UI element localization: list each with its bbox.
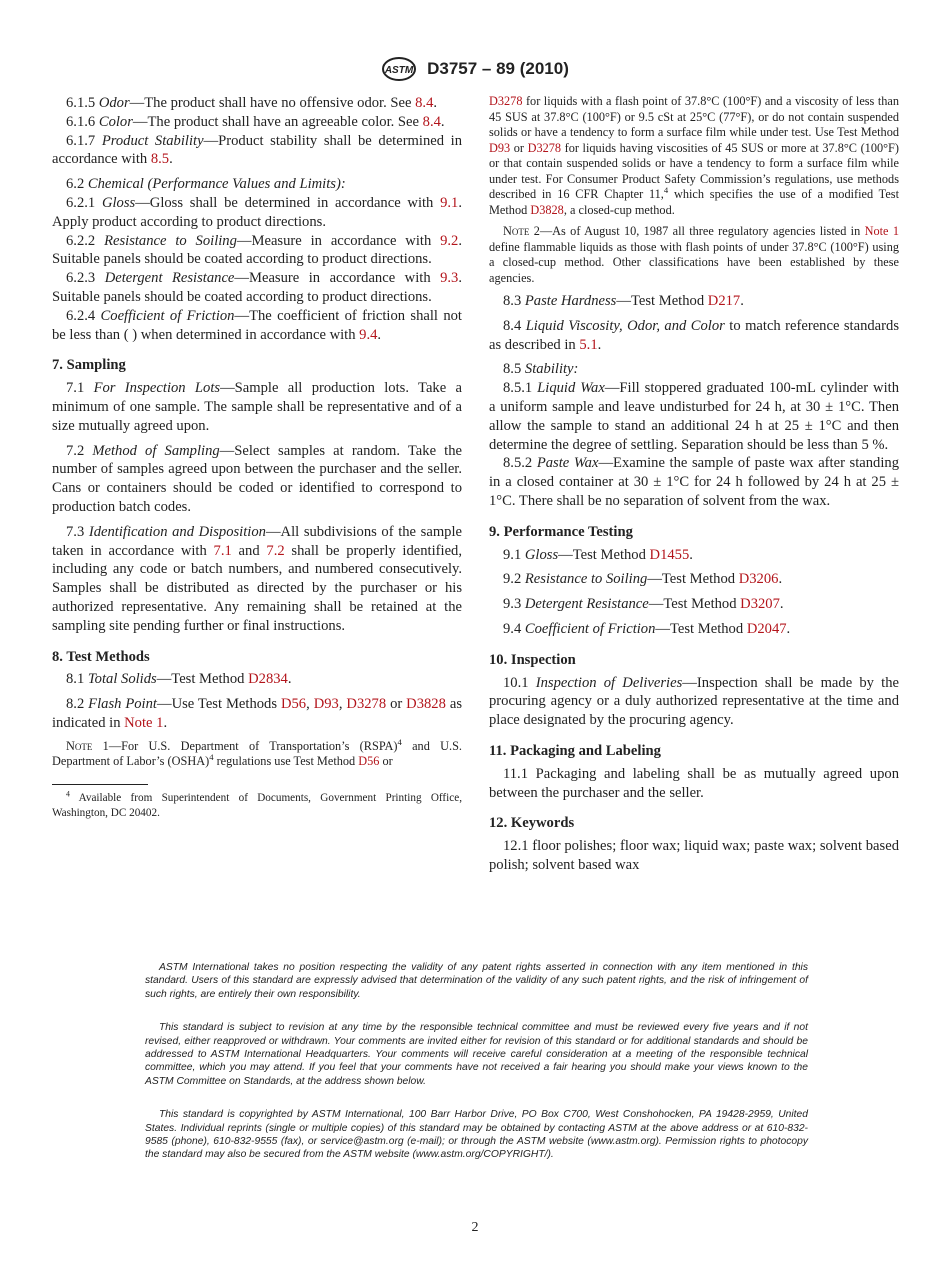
cross-reference-link[interactable]: D3207 — [740, 596, 780, 613]
text-run: —Measure in accordance with — [234, 270, 441, 287]
paragraph — [489, 674, 899, 730]
text-run: 6.2.1 — [66, 194, 102, 211]
cross-reference-link[interactable]: 9.4 — [359, 326, 378, 343]
text-run: Detergent Resistance — [524, 596, 649, 613]
paragraph — [489, 454, 899, 510]
text-run: or — [379, 754, 393, 769]
text-run: . — [597, 336, 602, 353]
text-run: 8.5.1 — [503, 380, 538, 397]
text-run: Color — [98, 113, 133, 130]
text-run: as indicated in — [52, 696, 462, 731]
footnote-marker: 4 — [663, 184, 669, 195]
cross-reference-link[interactable]: D93 — [489, 140, 511, 155]
page-header — [0, 56, 950, 82]
right-column — [489, 94, 899, 875]
paragraph — [52, 379, 462, 435]
paragraph — [52, 132, 462, 170]
paragraph — [489, 765, 899, 803]
text-run: —Product stability shall be determined in accordance with — [52, 132, 463, 168]
text-run: 7.2 — [66, 442, 93, 459]
text-run: , a closed-cup method. — [563, 202, 675, 217]
text-run: Odor — [98, 95, 130, 111]
text-run: —All subdivisions of the sample taken in accordance with — [52, 523, 462, 559]
text-run: 6.1.7 — [66, 132, 102, 149]
section-heading — [489, 742, 899, 761]
text-run: . — [778, 571, 783, 588]
paragraph — [52, 113, 462, 132]
text-run: 6.2.4 — [66, 307, 101, 324]
text-run: Stability: — [524, 361, 579, 378]
cross-reference-link[interactable]: 7.1 — [213, 542, 232, 559]
text-run: —Test Method — [156, 671, 249, 688]
text-run: Product Stability — [101, 132, 204, 149]
text-run: . — [377, 326, 382, 343]
text-run: Liquid Viscosity, Odor, and Color — [525, 317, 725, 334]
text-run: Resistance to Soiling — [104, 232, 237, 249]
cross-reference-link[interactable]: 5.1 — [579, 336, 598, 353]
text-run: Resistance to Soiling — [524, 571, 648, 588]
text-run: 9.3 — [503, 596, 525, 613]
text-run: —Select samples at random. Take the number of samples agreed upon between the purchaser and the seller. Cans or containers should be coded or identified to correspond to production batch codes. — [52, 442, 462, 515]
paragraph — [52, 232, 462, 270]
footnote-marker: 4 — [66, 788, 70, 798]
cross-reference-link[interactable]: D1455 — [649, 546, 690, 563]
footnote-marker: 4 — [397, 736, 402, 747]
paragraph — [489, 317, 899, 355]
text-run: —Inspection shall be made by the procuring agency or a duly authorized representative at the time and place designated by the procuring agency. — [489, 674, 899, 729]
text-run: 8.5 — [503, 361, 525, 378]
note-paragraph — [52, 736, 462, 770]
text-run: Note — [503, 224, 530, 238]
text-run: Paste Hardness — [524, 293, 617, 309]
text-run: , — [338, 696, 347, 713]
text-run: Paste Wax — [536, 455, 599, 472]
text-run: . — [689, 546, 693, 563]
footnote-marker: 4 — [209, 752, 214, 763]
text-run: to match reference standards as described in — [489, 317, 899, 353]
paragraph — [489, 595, 899, 614]
text-run: 11.1 Packaging and labeling shall be as mutually agreed upon between the purchaser and the seller. — [489, 765, 899, 801]
text-run: —Test Method — [648, 596, 741, 613]
cross-reference-link[interactable]: 8.4 — [415, 95, 434, 111]
section-heading — [489, 814, 899, 833]
cross-reference-link[interactable]: Note 1 — [124, 714, 164, 731]
paragraph — [489, 292, 899, 311]
text-run: 12. Keywords — [489, 815, 575, 832]
text-run: Gloss — [101, 194, 136, 211]
svg-text:ASTM: ASTM — [384, 65, 414, 76]
paragraph — [52, 194, 462, 232]
text-run: 8.1 — [66, 671, 88, 688]
patent-notice: ASTM International takes no position respecting the validity of any patent rights asserted in connection with any item mentioned in this standard. Users of this standard are expressly advised that determination of the validity of any such patent rights, and the risk of infringement of such rights, are entirely their own responsibility. — [145, 962, 808, 1000]
cross-reference-link[interactable]: 9.2 — [440, 232, 459, 249]
cross-reference-link[interactable]: D93 — [313, 696, 339, 713]
paragraph — [489, 360, 899, 379]
text-run: 7. Sampling — [52, 357, 126, 374]
cross-reference-link[interactable]: 7.2 — [266, 542, 285, 559]
text-run: . — [740, 293, 744, 309]
text-run: —The coefficient of friction shall not be less than ( ) when determined in accordance with — [52, 307, 462, 343]
text-run: , — [306, 696, 314, 713]
text-run: which specifies the use of a modified Test Method — [489, 187, 899, 217]
text-run: Method of Sampling — [92, 442, 220, 459]
text-run: Identification and Disposition — [88, 523, 266, 540]
text-run: Total Solids — [87, 671, 157, 688]
text-run: 2—As of August 10, 1987 all three regulatory agencies listed in — [529, 224, 865, 238]
text-run: and — [231, 542, 267, 559]
text-run: 6.2.2 — [66, 232, 105, 249]
left-column — [52, 94, 462, 821]
text-run: 11. Packaging and Labeling — [489, 742, 661, 759]
copyright-notice: This standard is copyrighted by ASTM International, 100 Barr Harbor Drive, PO Box C700, West Conshohocken, PA 19428-2959, United States. Individual reprints (single or multiple copies) of this standard may be obtained by contacting ASTM at the above address or at 610-832-9585 (phone), 610-832-9555 (fax), or service@astm.org (e-mail); or through the ASTM website (www.astm.org). Permission rights to photocopy the standard may also be secured from the ASTM website (www.astm.org/COPYRIGHT/). — [145, 1109, 808, 1161]
cross-reference-link[interactable]: D2047 — [746, 620, 787, 637]
footer-notice — [145, 961, 808, 1182]
cross-reference-link[interactable]: D56 — [358, 754, 380, 769]
text-run: Note — [66, 738, 93, 753]
text-run: shall be properly identified, including any code or batch numbers, and numbered consecutively. Samples shall be distributed as directed by the purchaser or his authorized representative. Any remaining shall be retained at the sampling site pending further or final instructions. — [52, 542, 463, 634]
text-run: 9.2 — [503, 571, 525, 588]
note-paragraph — [489, 224, 899, 286]
paragraph — [52, 695, 462, 733]
text-run: Flash Point — [88, 696, 157, 713]
paragraph — [52, 175, 462, 194]
text-run: or — [386, 696, 407, 713]
text-run: —Test Method — [558, 546, 650, 563]
text-run: . — [440, 113, 445, 130]
text-run: 7.1 — [66, 380, 94, 397]
text-run: 8.3 — [503, 293, 525, 309]
paragraph — [52, 523, 462, 636]
paragraph — [489, 837, 899, 875]
note-paragraph — [489, 94, 899, 218]
paragraph — [489, 379, 899, 454]
astm-logo-icon — [381, 56, 417, 82]
text-run: —Measure in accordance with — [236, 232, 441, 249]
text-run: 9.1 — [503, 546, 525, 563]
cross-reference-link[interactable]: 9.1 — [440, 194, 459, 211]
text-run: —Test Method — [616, 293, 708, 309]
text-run: Coefficient of Friction — [524, 620, 656, 637]
cross-reference-link[interactable]: D3278 — [346, 696, 387, 713]
cross-reference-link[interactable]: D3278 — [527, 140, 562, 155]
cross-reference-link[interactable]: D3828 — [406, 696, 446, 713]
text-run: for liquids with a flash point of 37.8°C (100°F) and a viscosity of less than 45 SUS at 37.8°C (100°F) or 9.5 cSt at 25°C (77°F), or do not contain suspended solids or have a tendency to form a surface film while under test. Use Test Method — [489, 94, 899, 139]
page-number: 2 — [471, 1220, 479, 1235]
text-run: Gloss — [524, 546, 559, 563]
footnote-divider — [52, 784, 148, 785]
text-run: . Suitable panels should be coated according to product directions. — [52, 232, 463, 268]
standard-designation: D3757 – 89 (2010) — [427, 59, 569, 78]
text-run: 1—For U.S. Department of Transportation’s (RSPA) — [92, 738, 398, 753]
text-run: Inspection of Deliveries — [535, 674, 683, 691]
text-run: —Fill stoppered graduated 100-mL cylinder with a uniform sample and leave undisturbed for 24 h, at 30 ± 1°C. Then allow the sample to stand an additional 24 h at 25 ± 1°C and then determine the degree of settling. Separation should be less than 5 %. — [489, 380, 900, 453]
text-run: . — [163, 714, 168, 731]
text-run: define flammable liquids as those with flash points of under 37.8°C (100°F) using a closed-cup method. Other classifications have been established by these agencies. — [489, 239, 899, 285]
text-run: 10.1 — [503, 674, 536, 691]
text-run: 8.5.2 — [503, 455, 537, 472]
text-run: . Apply product according to product directions. — [52, 194, 462, 230]
paragraph — [52, 269, 462, 307]
text-run: . — [169, 151, 173, 168]
text-run: —Sample all production lots. Take a minimum of one sample. The sample shall be representative and of a size mutually agreed upon. — [52, 380, 462, 434]
text-run: —Test Method — [647, 571, 739, 588]
text-run: 6.2.3 — [66, 270, 105, 287]
text-run: . Suitable panels should be coated according to product directions. — [52, 270, 463, 305]
text-run: 6.2 — [66, 176, 88, 193]
text-run: —The product shall have an agreeable color. See — [132, 113, 423, 130]
section-heading — [489, 651, 899, 670]
paragraph — [489, 570, 899, 589]
cross-reference-link[interactable]: 8.4 — [422, 113, 441, 130]
paragraph — [52, 307, 462, 345]
cross-reference-link[interactable]: D3206 — [738, 571, 779, 588]
cross-reference-link[interactable]: D56 — [280, 696, 307, 713]
text-run: 10. Inspection — [489, 651, 576, 668]
text-run: 6.1.6 — [66, 113, 99, 130]
text-run: 8.4 — [503, 317, 526, 334]
revision-notice: This standard is subject to revision at any time by the responsible technical committee and must be reviewed every five years and if not revised, either reapproved or withdrawn. Your comments are invited either for revision of this standard or for additional standards and should be addressed to ASTM International Headquarters. Your comments will receive careful consideration at a meeting of the responsible technical committee, which you may attend. If you feel that your comments have not received a fair hearing you should make your views known to the ASTM Committee on Standards, at the address shown below. — [145, 1022, 808, 1087]
text-run: 8. Test Methods — [52, 648, 150, 665]
cross-reference-link[interactable]: 9.3 — [440, 270, 459, 287]
text-run: For Inspection Lots — [93, 380, 221, 397]
text-run: Available from Superintendent of Documents, Government Printing Office, Washington, DC 20402. — [52, 791, 462, 819]
text-run: 9. Performance Testing — [489, 523, 633, 540]
text-run: Chemical (Performance Values and Limits): — [87, 176, 346, 193]
text-run: . — [786, 620, 791, 637]
text-run: —Examine the sample of paste wax after standing in a closed container at 30 ± 1°C for 24 h followed by 24 h at 25 ± 1°C. There shall be no separation of solvent from the wax. — [489, 455, 900, 509]
cross-reference-link[interactable]: Note 1 — [864, 224, 899, 238]
cross-reference-link[interactable]: D2834 — [248, 671, 288, 688]
section-heading — [489, 523, 899, 542]
text-run: —Test Method — [655, 620, 747, 637]
footnote — [52, 788, 462, 821]
text-run: Detergent Resistance — [104, 270, 235, 287]
text-run: Coefficient of Friction — [100, 307, 235, 324]
paragraph — [489, 546, 899, 565]
text-run: 12.1 floor polishes; floor wax; liquid wax; paste wax; solvent based polish; solvent based wax — [489, 838, 899, 873]
text-run: 9.4 — [503, 620, 525, 637]
text-run: —Use Test Methods — [156, 696, 281, 713]
text-run: 6.1.5 — [66, 95, 99, 111]
paragraph — [52, 442, 462, 517]
text-run: —The product shall have no offensive odor. See — [129, 95, 416, 111]
text-run: . — [779, 596, 784, 613]
text-run: . — [433, 95, 438, 111]
text-run: regulations use Test Method — [213, 754, 359, 769]
cross-reference-link[interactable]: D217 — [707, 293, 741, 309]
text-run: Liquid Wax — [537, 380, 605, 397]
text-run: 7.3 — [66, 523, 89, 540]
text-run: —Gloss shall be determined in accordance with — [135, 194, 441, 211]
cross-reference-link[interactable]: 8.5 — [150, 151, 170, 168]
section-heading — [52, 356, 462, 375]
text-run: . — [287, 671, 292, 688]
text-run: or — [510, 140, 528, 155]
cross-reference-link[interactable]: D3828 — [530, 202, 564, 217]
paragraph — [489, 620, 899, 639]
paragraph — [52, 670, 462, 689]
text-run: and U.S. Department of Labor’s (OSHA) — [52, 738, 462, 769]
section-heading — [52, 648, 462, 667]
text-run: for liquids having viscosities of 45 SUS or more at 37.8°C (100°F) or that contain suspended solids or have a tendency to form a surface film while under test. For Consumer Product Safety Commission’s regulations, use methods described in 16 CFR Chapter 11, — [489, 140, 899, 201]
cross-reference-link[interactable]: D3278 — [489, 94, 523, 108]
paragraph — [52, 94, 462, 113]
text-run: 8.2 — [66, 696, 89, 713]
